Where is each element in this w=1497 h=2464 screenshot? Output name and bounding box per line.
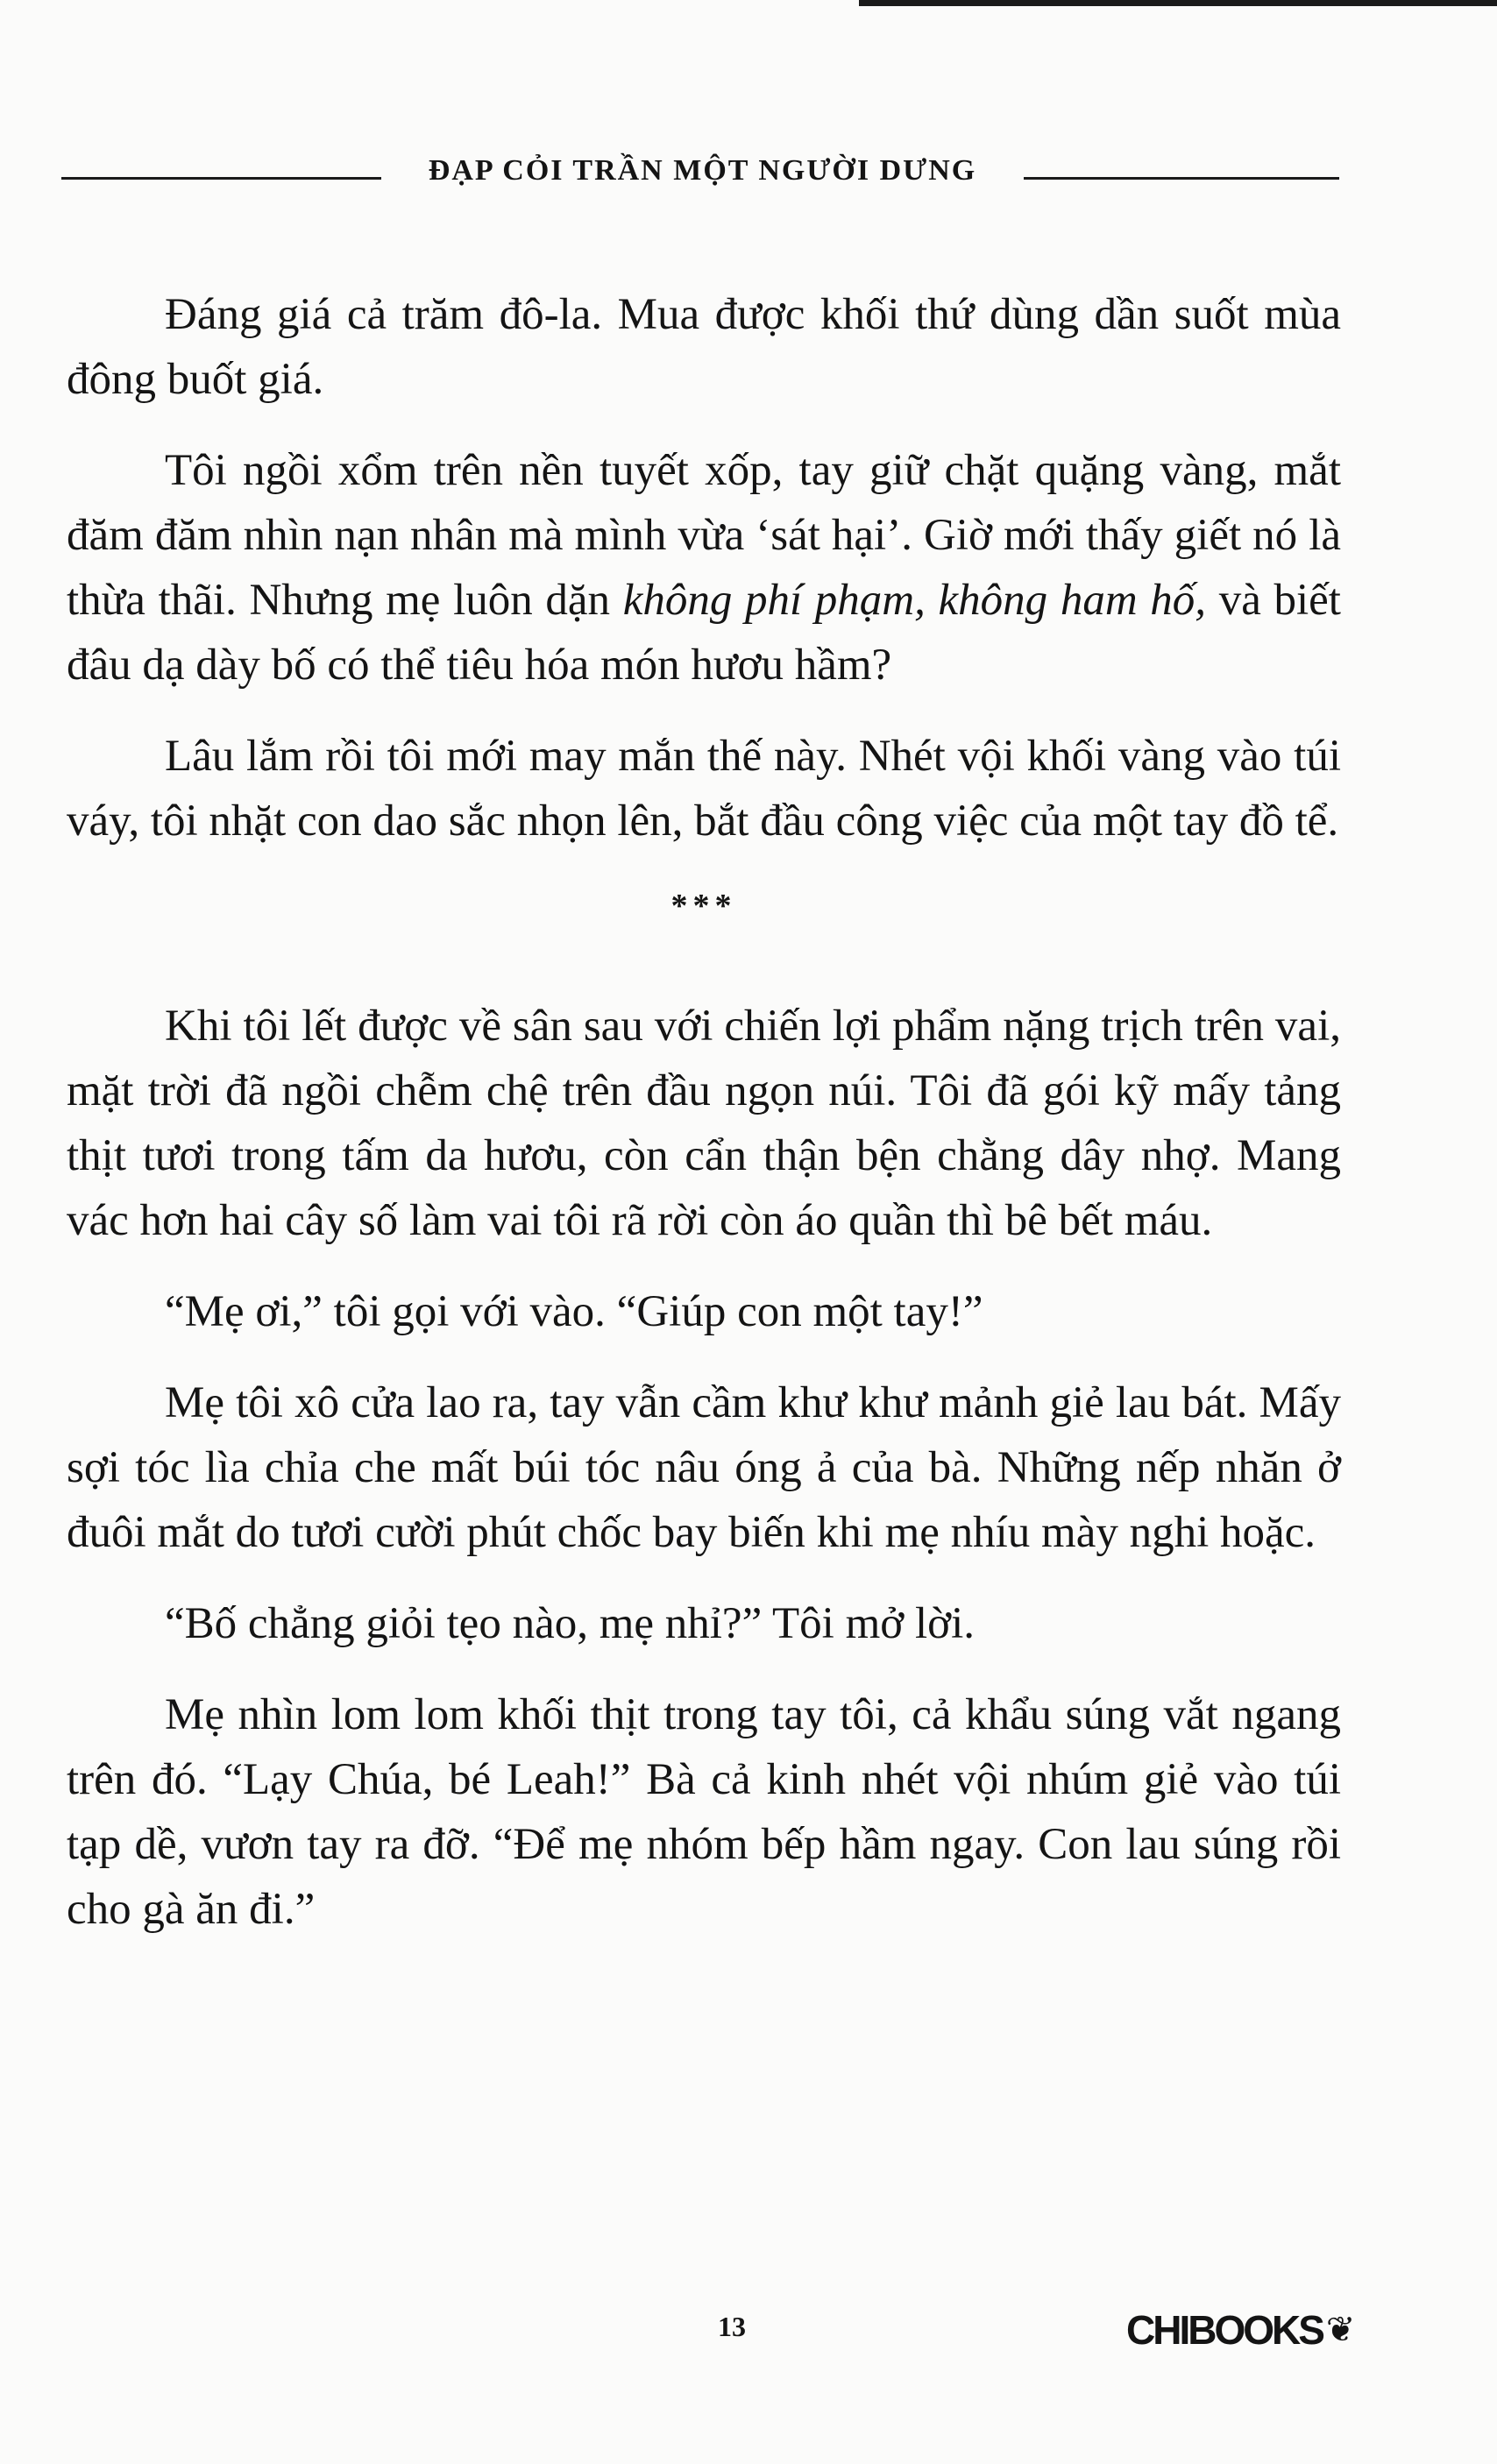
running-title: ĐẠP CỎI TRẦN MỘT NGƯỜI DƯNG <box>428 154 977 187</box>
running-header <box>0 149 1497 193</box>
header-rule-right <box>1024 177 1339 180</box>
publisher-name: CHIBOOKS <box>1126 2307 1323 2353</box>
paragraph-6: Mẹ tôi xô cửa lao ra, tay vẫn cầm khư khư mảnh giẻ lau bát. Mấy sợi tóc lìa chỉa che mất búi tóc nâu óng ả của bà. Những nếp nhăn ở đuôi mắt do tươi cười phút chốc bay biến khi mẹ nhíu mày nghi hoặc. <box>67 1378 1341 1557</box>
publisher-logo <box>1126 2305 1352 2354</box>
paragraph-3: Lâu lắm rồi tôi mới may mắn thế này. Nhét vội khối vàng vào túi váy, tôi nhặt con dao sắc nhọn lên, bắt đầu công việc của một tay đồ tể. <box>67 732 1341 846</box>
leaf-swirl-icon: ❦ <box>1325 2311 1353 2349</box>
paragraph-8: Mẹ nhìn lom lom khối thịt trong tay tôi, cả khẩu súng vắt ngang trên đó. “Lạy Chúa, bé Leah!” Bà cả kinh nhét vội nhúm giẻ vào túi tạp dề, vươn tay ra đỡ. “Để mẹ nhóm bếp hầm ngay. Con lau súng rồi cho gà ăn đi.” <box>67 1690 1341 1934</box>
paragraph-2 <box>67 438 1341 697</box>
paragraph-2-text-a: Tôi ngồi xổm trên nền tuyết xốp, tay giữ chặt quặng vàng, mắt đăm đăm nhìn nạn nhân mà mình vừa ‘sát hại’. Giờ mới thấy giết nó là thừa thãi. Nhưng mẹ luôn dặn <box>67 446 1341 625</box>
page-footer <box>0 2300 1497 2361</box>
paragraph-5: “Mẹ ơi,” tôi gọi với vào. “Giúp con một tay!” <box>165 1287 983 1336</box>
paragraph-2-emphasis: không phí phạm, không ham hố, <box>622 576 1207 625</box>
header-rule-left <box>61 177 381 180</box>
paragraph-2-text-b: và biết đâu dạ dày bố có thể tiêu hóa món hươu hầm? <box>67 576 1341 690</box>
paragraph-7: “Bố chẳng giỏi tẹo nào, mẹ nhỉ?” Tôi mở lời. <box>165 1599 976 1648</box>
section-separator: *** <box>670 888 737 924</box>
paragraph-1: Đáng giá cả trăm đô-la. Mua được khối thứ dùng dần suốt mùa đông buốt giá. <box>67 290 1341 404</box>
page-top-edge <box>859 0 1497 6</box>
paragraph-4: Khi tôi lết được về sân sau với chiến lợi phẩm nặng trịch trên vai, mặt trời đã ngồi chễm chệ trên đầu ngọn núi. Tôi đã gói kỹ mấy tảng thịt tươi trong tấm da hươu, còn cẩn thận bện chằng dây nhợ. Mang vác hơn hai cây số làm vai tôi rã rời còn áo quần thì bê bết máu. <box>67 1002 1341 1245</box>
page-body <box>67 282 1341 1968</box>
page-number: 13 <box>718 2311 746 2342</box>
